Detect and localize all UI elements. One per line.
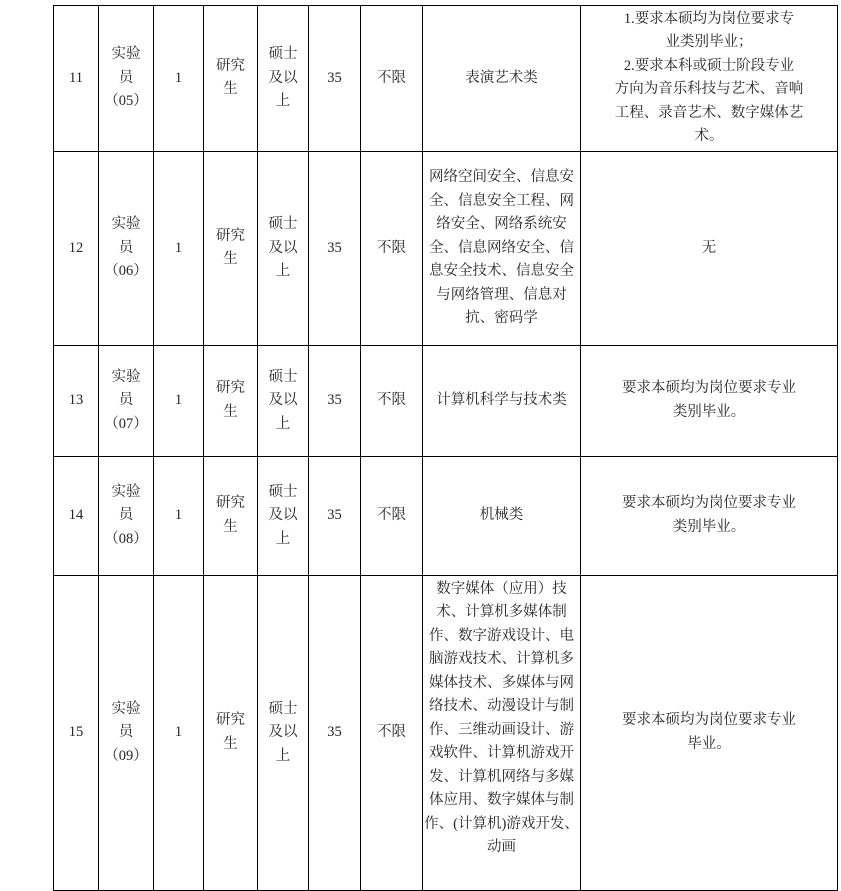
cell-major-requirement: 数字媒体（应用）技术、计算机多媒体制作、数字游戏设计、电脑游戏技术、计算机多媒体技术、多媒体与网络技术、动漫设计与制作、三维动画设计、游戏软件、计算机游戏开发、计算机网络与多媒体应用、数字媒体与制作、(计算机)游戏开发、动画: [423, 575, 581, 890]
cell-degree: [258, 456, 309, 575]
remark-line: 1.要求本硕均为岗位要求专: [623, 11, 795, 27]
cell-headcount: 1: [154, 575, 204, 890]
remark-line: 术。: [694, 128, 724, 145]
recruitment-table-container: [53, 5, 837, 891]
degree-line-2: 及以: [268, 392, 298, 409]
education-line-2: 生: [223, 518, 238, 535]
cell-degree: [258, 151, 309, 345]
cell-serial-number: 11: [54, 6, 99, 152]
cell-degree: [258, 345, 309, 456]
cell-age-limit: 35: [309, 345, 361, 456]
degree-line-2: 及以: [268, 724, 298, 741]
cell-post-name: [99, 6, 154, 152]
education-line-1: 研究: [216, 712, 245, 729]
cell-headcount: 1: [154, 6, 204, 152]
cell-headcount: 1: [154, 151, 204, 345]
cell-remark: [581, 151, 838, 345]
education-line-2: 生: [223, 251, 238, 268]
cell-post-name: [99, 456, 154, 575]
cell-age-limit: 35: [309, 6, 361, 152]
table-row: [54, 6, 838, 152]
cell-major-requirement: 表演艺术类: [423, 6, 581, 152]
cell-headcount: 1: [154, 345, 204, 456]
cell-serial-number: 15: [54, 575, 99, 890]
cell-headcount: 1: [154, 456, 204, 575]
cell-serial-number: 14: [54, 456, 99, 575]
cell-education: [204, 345, 258, 456]
degree-line-1: 硕士: [268, 483, 298, 500]
cell-degree: [258, 575, 309, 890]
post-line-1: 实验: [111, 46, 141, 63]
cell-major-requirement: 计算机科学与技术类: [423, 345, 581, 456]
degree-line-3: 上: [275, 747, 291, 764]
post-line-2: 员: [118, 724, 134, 741]
table-row: [54, 151, 838, 345]
cell-political-status: 不限: [361, 345, 423, 456]
education-line-1: 研究: [216, 57, 245, 74]
cell-age-limit: 35: [309, 456, 361, 575]
post-line-2: 员: [118, 392, 134, 409]
post-line-1: 实验: [111, 368, 141, 385]
table-row: [54, 575, 838, 890]
cell-political-status: 不限: [361, 151, 423, 345]
cell-education: [204, 6, 258, 152]
cell-age-limit: 35: [309, 575, 361, 890]
degree-line-3: 上: [275, 415, 291, 432]
degree-line-3: 上: [275, 93, 291, 110]
post-line-3: （06）: [104, 263, 148, 280]
cell-remark: [581, 575, 838, 890]
cell-post-name: [99, 575, 154, 890]
table-body: [54, 6, 838, 891]
remark-line: 方向为音乐科技与艺术、音响: [614, 81, 804, 98]
cell-education: [204, 456, 258, 575]
cell-political-status: 不限: [361, 575, 423, 890]
remark-line: 类别毕业。: [672, 403, 746, 420]
education-line-1: 研究: [216, 495, 245, 512]
cell-age-limit: 35: [309, 151, 361, 345]
cell-major-requirement: 机械类: [423, 456, 581, 575]
degree-line-2: 及以: [268, 69, 298, 86]
education-line-2: 生: [223, 735, 238, 752]
remark-line: 业类别毕业；: [665, 34, 753, 51]
cell-major-requirement: 网络空间安全、信息安全、信息安全工程、网络安全、网络系统安全、信息网络安全、信息安全技术、信息安全与网络管理、信息对抗、密码学: [423, 151, 581, 345]
cell-education: [204, 151, 258, 345]
cell-post-name: [99, 151, 154, 345]
cell-serial-number: 13: [54, 345, 99, 456]
remark-line: 类别毕业。: [672, 518, 746, 535]
cell-post-name: [99, 345, 154, 456]
post-line-3: （07）: [104, 415, 148, 432]
degree-line-1: 硕士: [268, 368, 298, 385]
cell-political-status: 不限: [361, 456, 423, 575]
cell-political-status: 不限: [361, 6, 423, 152]
degree-line-2: 及以: [268, 239, 298, 256]
degree-line-1: 硕士: [268, 46, 298, 63]
recruitment-table: [53, 5, 838, 891]
education-line-2: 生: [223, 403, 238, 420]
remark-line: 要求本硕均为岗位要求专业: [622, 495, 796, 512]
degree-line-2: 及以: [268, 507, 298, 524]
education-line-2: 生: [223, 81, 238, 98]
remark-line: 2.要求本科或硕士阶段专业: [623, 57, 795, 74]
degree-line-3: 上: [275, 530, 291, 547]
remark-line: 工程、录音艺术、数字媒体艺: [614, 104, 804, 121]
degree-line-3: 上: [275, 263, 291, 280]
post-line-1: 实验: [111, 483, 141, 500]
post-line-1: 实验: [111, 216, 141, 233]
post-line-2: 员: [118, 239, 134, 256]
cell-remark: [581, 345, 838, 456]
post-line-3: （05）: [104, 93, 148, 110]
degree-line-1: 硕士: [268, 216, 298, 233]
cell-education: [204, 575, 258, 890]
table-row: [54, 456, 838, 575]
cell-remark: [581, 6, 838, 152]
table-row: [54, 345, 838, 456]
post-line-3: （08）: [104, 530, 148, 547]
post-line-2: 员: [118, 69, 134, 86]
remark-line: 毕业。: [687, 735, 731, 752]
post-line-3: （09）: [104, 747, 148, 764]
remark-line: 要求本硕均为岗位要求专业: [622, 380, 796, 397]
post-line-1: 实验: [111, 700, 141, 717]
cell-degree: [258, 6, 309, 152]
remark-line: 要求本硕均为岗位要求专业: [622, 712, 796, 729]
degree-line-1: 硕士: [268, 700, 298, 717]
cell-serial-number: 12: [54, 151, 99, 345]
education-line-1: 研究: [216, 227, 245, 244]
remark-line: 无: [701, 239, 717, 256]
post-line-2: 员: [118, 507, 134, 524]
cell-remark: [581, 456, 838, 575]
education-line-1: 研究: [216, 380, 245, 397]
